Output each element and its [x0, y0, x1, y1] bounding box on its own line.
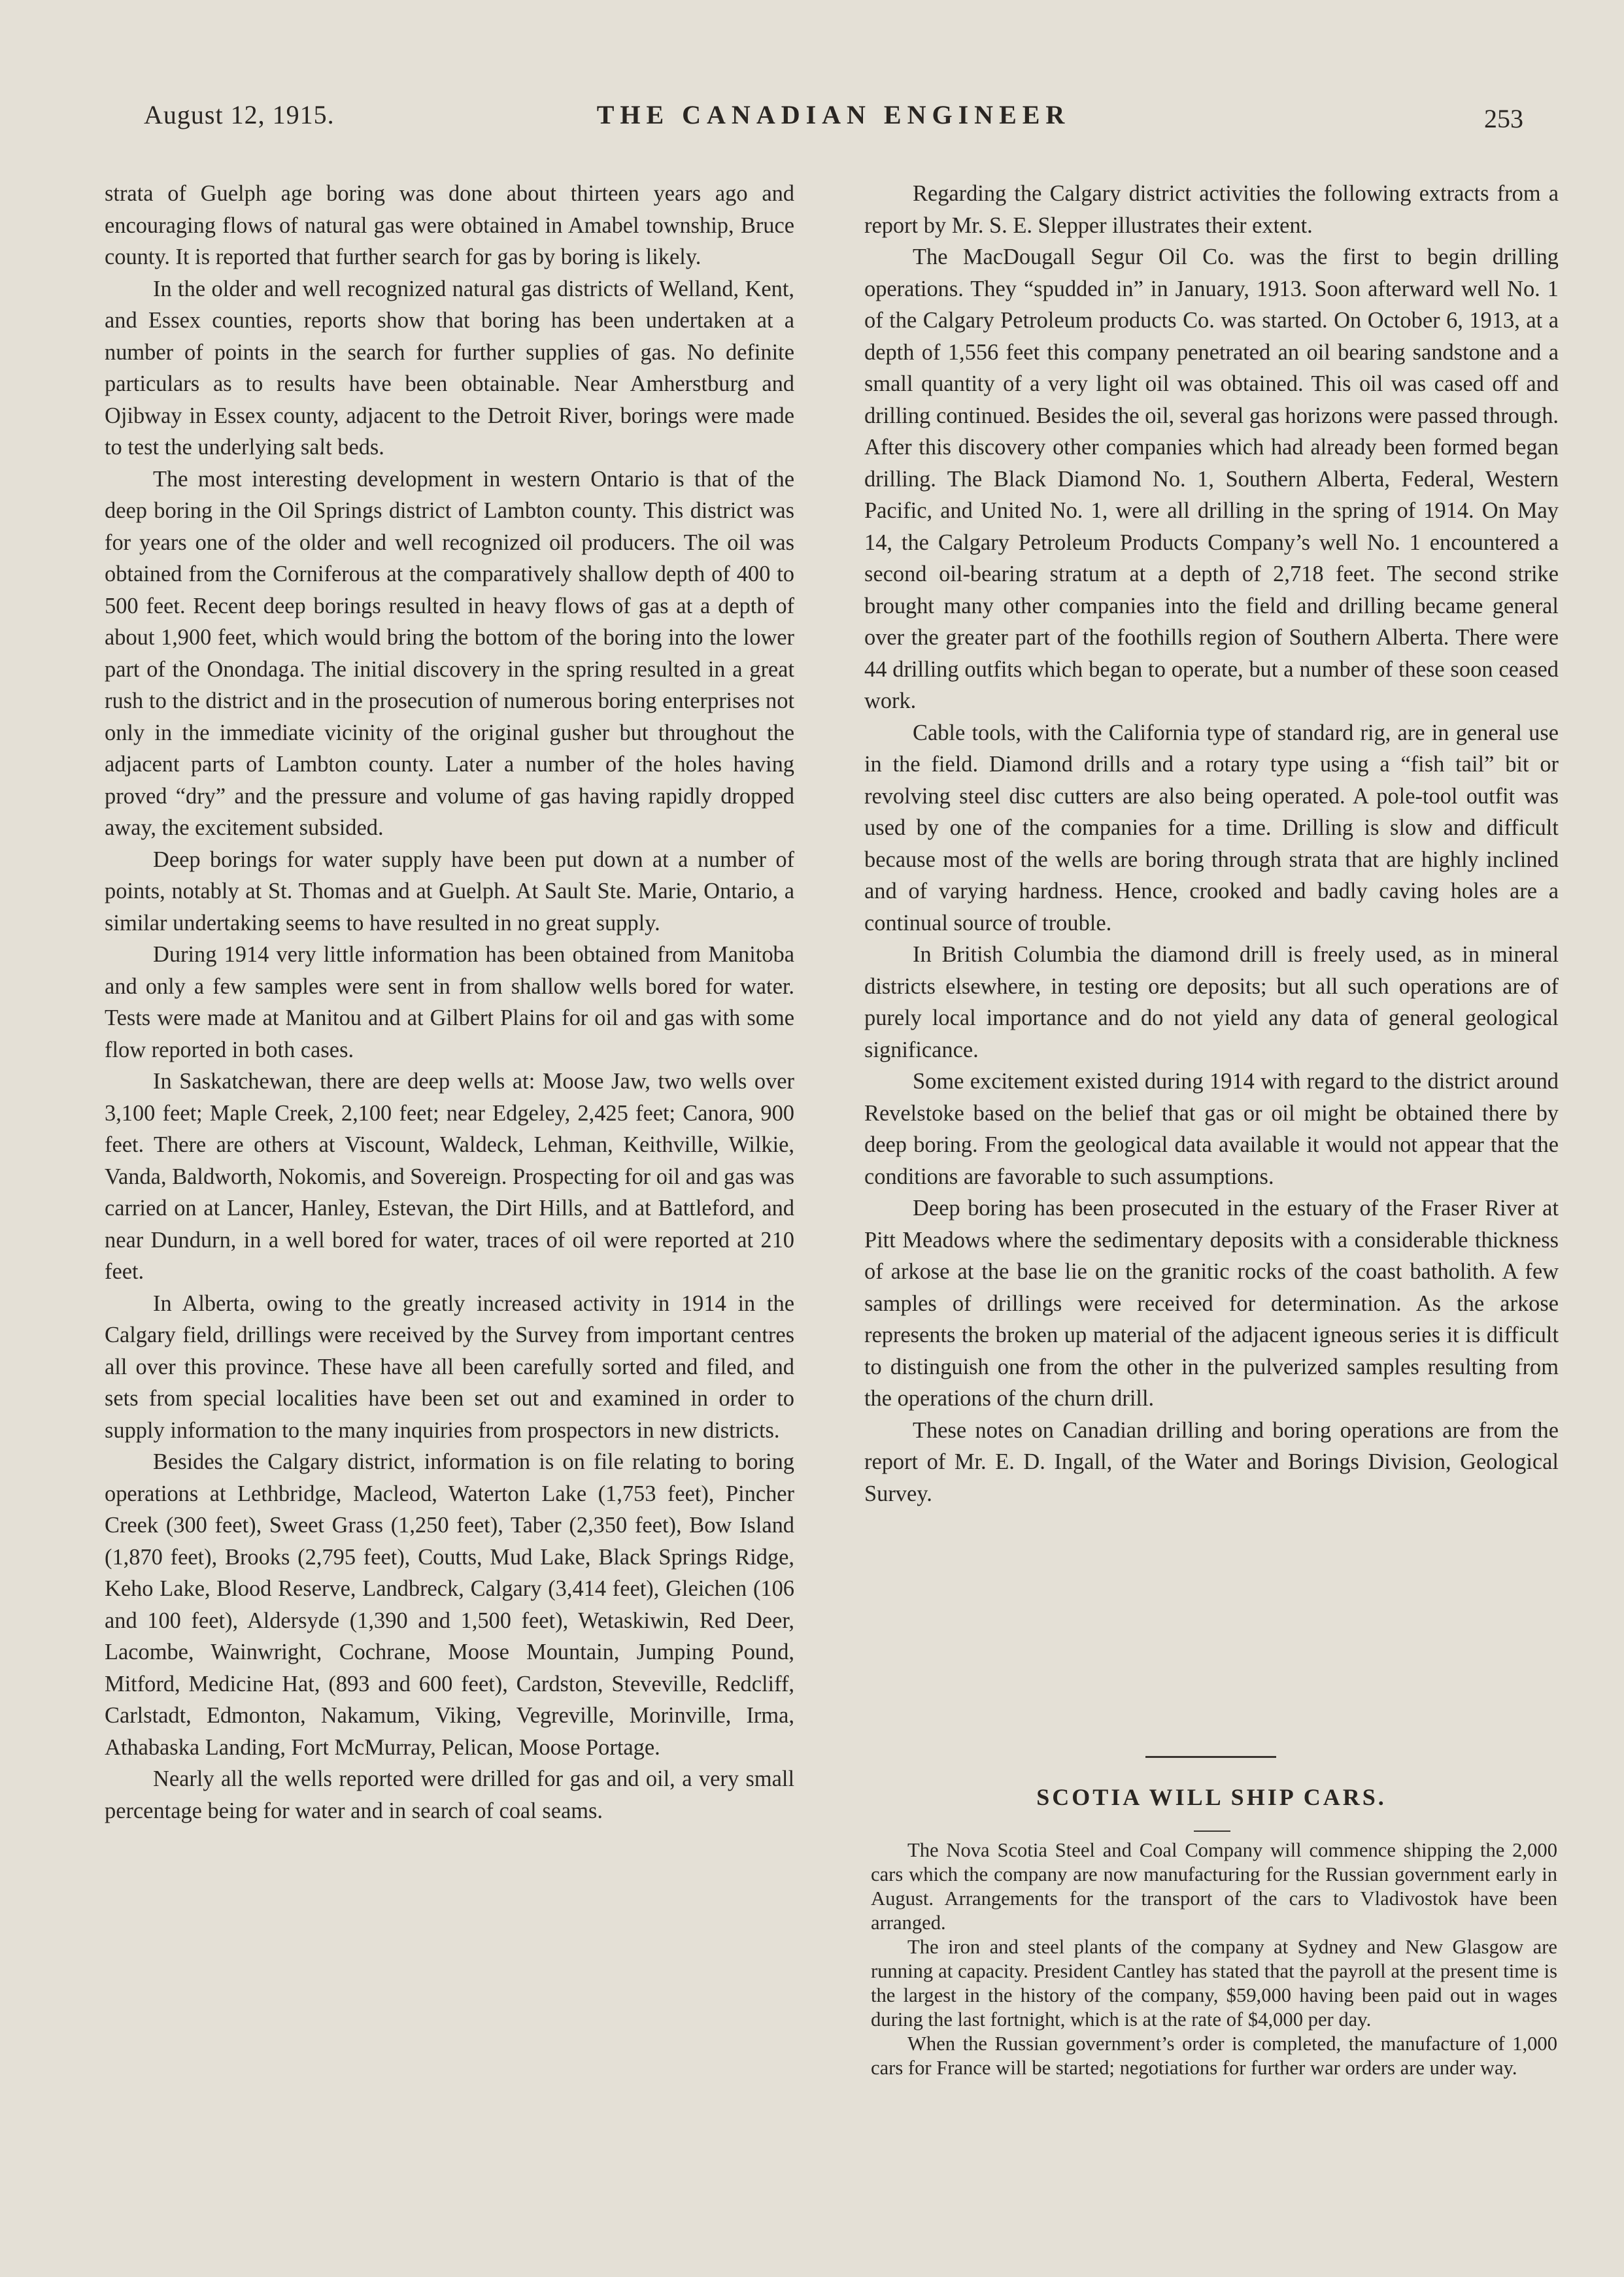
right-column — [864, 178, 1559, 1510]
journal-title: THE CANADIAN ENGINEER — [596, 100, 1071, 129]
paragraph: These notes on Canadian drilling and boring operations are from the report of Mr. E. D. Ingall, of the Water and Borings Division, Geological Survey. — [864, 1417, 1559, 1506]
title-underline — [1194, 1830, 1230, 1832]
article-body — [871, 1838, 1557, 2080]
article-title: SCOTIA WILL SHIP CARS. — [1036, 1784, 1387, 1810]
section-divider — [1145, 1756, 1276, 1758]
article-paragraph: When the Russian government’s order is completed, the manufacture of 1,000 cars for France will be started; negotiations for further war orders are under way. — [871, 2032, 1557, 2079]
paragraph: During 1914 very little information has been obtained from Manitoba and only a few samples were sent in from shallow wells bored for water. Tests were made at Manitou and at Gilbert Plains for oil and gas with some flow reported in both cases. — [105, 942, 794, 1062]
paragraph: In British Columbia the diamond drill is freely used, as in mineral districts elsewhere, in testing ore deposits; but all such operations are of purely local importance and do not yield any data of general geological significance. — [864, 942, 1559, 1062]
paragraph: strata of Guelph age boring was done about thirteen years ago and encouraging flows of natural gas were obtained in Amabel township, Bruce county. It is reported that further search for gas by boring is likely. — [105, 181, 794, 269]
paragraph: Besides the Calgary district, information is on file relating to boring operations at Lethbridge, Macleod, Waterton Lake (1,753 feet), Pincher Creek (300 feet), Sweet Grass (1,250 feet), Taber (2,350 feet), Bow Island (1,870 feet), Brooks (2,795 feet), Coutts, Mud Lake, Black Springs Ridge, Keho Lake, Blood Reserve, Landbreck, Calgary (3,414 feet), Gleichen (106 and 100 feet), Aldersyde (1,390 and 1,500 feet), Wetaskiwin, Red Deer, Lacombe, Wainwright, Cochrane, Moose Mountain, Jumping Pound, Mitford, Medicine Hat, (893 and 600 feet), Cardston, Steveville, Redcliff, Carlstadt, Edmonton, Nakamum, Viking, Vegreville, Morinville, Irma, Athabaska Landing, Fort McMurray, Pelican, Moose Portage. — [105, 1449, 794, 1760]
article-paragraph: The iron and steel plants of the company at Sydney and New Glasgow are running at capacity. President Cantley has stated that the payroll at the present time is the largest in the history of the company, $59,000 having been paid out in wages during the last fortnight, which is at the rate of $4,000 per day. — [871, 1936, 1557, 2031]
paragraph: Some excitement existed during 1914 with regard to the district around Revelstoke based on the belief that gas or oil might be obtained there by deep boring. From the geological data available it would not appear that the conditions are favorable to such assumptions. — [864, 1069, 1559, 1189]
article-paragraph: The Nova Scotia Steel and Coal Company will commence shipping the 2,000 cars which the company are now manufacturing for the Russian government early in August. Arrangements for the transport of the cars to Vladivostok have been arranged. — [871, 1839, 1557, 1934]
issue-date: August 12, 1915. — [144, 100, 335, 129]
paragraph: In Alberta, owing to the greatly increased activity in 1914 in the Calgary field, drillings were received by the Survey from important centres all over this province. These have all been carefully sorted and filed, and sets from special localities have been set out and examined in order to supply information to the many inquiries from prospectors in new districts. — [105, 1290, 794, 1443]
paragraph: In Saskatchewan, there are deep wells at: Moose Jaw, two wells over 3,100 feet; Maple Creek, 2,100 feet; near Edgeley, 2,425 feet; Canora, 900 feet. There are others at Viscount, Waldeck, Lehman, Keithville, Wilkie, Vanda, Baldworth, Nokomis, and Sovereign. Prospecting for oil and gas was carried on at Lancer, Hanley, Estevan, the Dirt Hills, and at Battleford, and near Dundurn, in a well bored for water, traces of oil were reported at 210 feet. — [105, 1069, 794, 1284]
paragraph: Nearly all the wells reported were drilled for gas and oil, a very small percentage being for water and in search of coal seams. — [105, 1766, 794, 1823]
paragraph: Deep borings for water supply have been put down at a number of points, notably at St. Thomas and at Guelph. At Sault Ste. Marie, Ontario, a similar undertaking seems to have resulted in no great supply. — [105, 847, 794, 936]
page-number: 253 — [1484, 104, 1523, 133]
page-header — [144, 99, 1523, 139]
paragraph: Deep boring has been prosecuted in the estuary of the Fraser River at Pitt Meadows where the sedimentary deposits with a considerable thickness of arkose at the base lie on the granitic rocks of the coast batholith. A few samples of drillings were received for determination. As the arkose represents the broken up material of the adjacent igneous series it is difficult to distinguish one from the other in the pulverized samples resulting from the operations of the churn drill. — [864, 1196, 1559, 1411]
paragraph: The most interesting development in western Ontario is that of the deep boring in the Oil Springs district of Lambton county. This district was for years one of the older and well recognized oil producers. The oil was obtained from the Corniferous at the comparatively shallow depth of 400 to 500 feet. Recent deep borings resulted in heavy flows of gas at a depth of about 1,900 feet, which would bring the bottom of the boring into the lower part of the Onondaga. The initial discovery in the spring resulted in a great rush to the district and in the prosecution of numerous boring enterprises not only in the immediate vicinity of the original gusher but throughout the adjacent parts of Lambton county. Later a number of the holes having proved “dry” and the pressure and volume of gas having rapidly dropped away, the excitement subsided. — [105, 466, 794, 840]
paragraph: Regarding the Calgary district activities the following extracts from a report by Mr. S. E. Slepper illustrates their extent. — [864, 181, 1559, 238]
left-column — [105, 178, 794, 1827]
paragraph: The MacDougall Segur Oil Co. was the first to begin drilling operations. They “spudded in” in January, 1913. Soon afterward well No. 1 of the Calgary Petroleum products Co. was started. On October 6, 1913, at a depth of 1,556 feet this company penetrated an oil bearing sandstone and a small quantity of a very light oil was obtained. This oil was cased off and drilling continued. Besides the oil, several gas horizons were passed through. After this discovery other companies which had already been formed began drilling. The Black Diamond No. 1, Southern Alberta, Federal, Western Pacific, and United No. 1, were all drilling in the spring of 1914. On May 14, the Calgary Petroleum Products Company’s well No. 1 encountered a second oil-bearing stratum at a depth of 2,718 feet. The second strike brought many other companies into the field and drilling became general over the greater part of the foothills region of Southern Alberta. There were 44 drilling outfits which began to operate, but a number of these soon ceased work. — [864, 245, 1559, 713]
paragraph: Cable tools, with the California type of standard rig, are in general use in the field. Diamond drills and a rotary type using a “fish tail” bit or revolving steel disc cutters are also being operated. A pole-tool outfit was used by one of the companies for a time. Drilling is slow and difficult because most of the wells are boring through strata that are highly inclined and of varying hardness. Hence, crooked and badly caving holes are a continual source of trouble. — [864, 720, 1559, 936]
paragraph: In the older and well recognized natural gas districts of Welland, Kent, and Essex counties, reports show that boring has been undertaken at a number of points in the search for further supplies of gas. No definite particulars as to results have been obtainable. Near Amherstburg and Ojibway in Essex county, adjacent to the Detroit River, borings were made to test the underlying salt beds. — [105, 276, 794, 460]
